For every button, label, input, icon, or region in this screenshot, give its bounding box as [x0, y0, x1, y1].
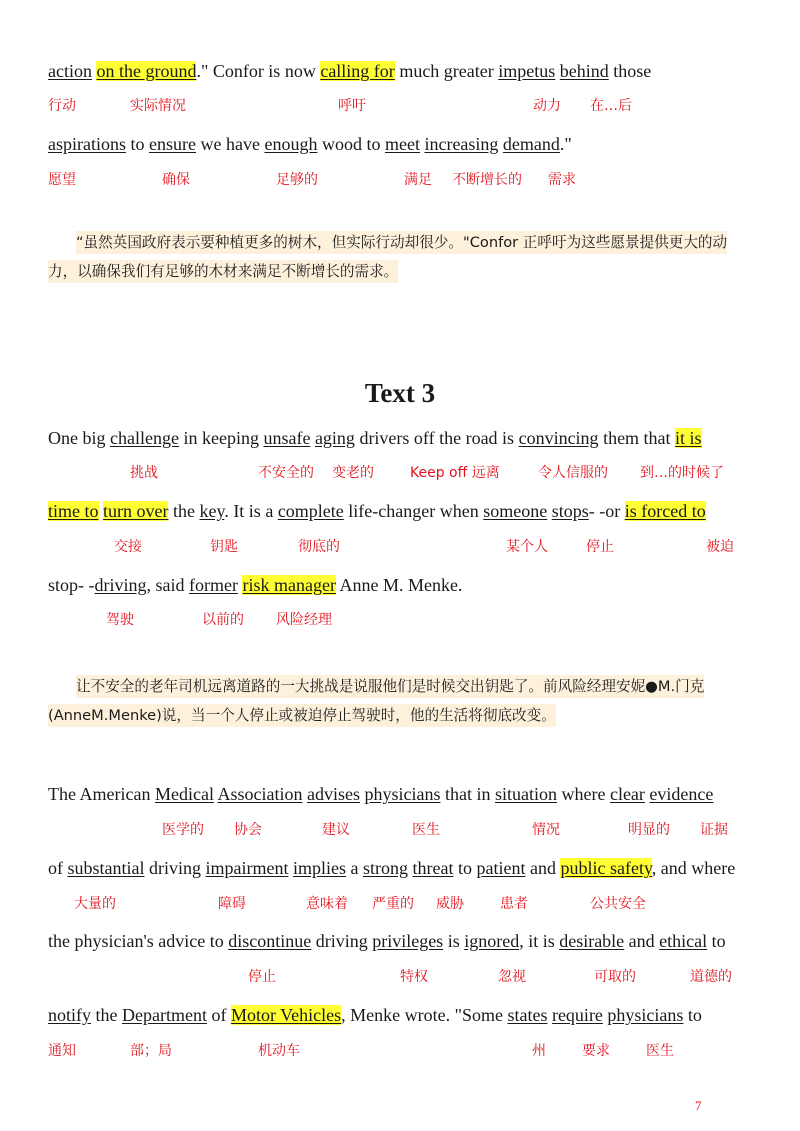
chinese-translation	[48, 672, 754, 730]
vocab-word: require	[551, 1005, 603, 1025]
text: stop- -	[48, 575, 95, 595]
vocab-phrase-highlighted: public safety	[560, 858, 652, 878]
gloss: 到…的时候了	[640, 465, 724, 481]
text: of	[48, 858, 68, 878]
vocab-word: Medical	[154, 784, 214, 804]
gloss: 可取的	[594, 969, 636, 985]
vocab-word: discontinue	[228, 931, 312, 951]
text: ." Confor is now	[196, 61, 321, 81]
gloss: 交接	[114, 539, 142, 555]
text: , and where	[651, 858, 736, 878]
text: the	[168, 501, 200, 521]
page-number: 7	[695, 1098, 702, 1113]
vocab-word: driving	[94, 575, 147, 595]
text: is	[443, 931, 465, 951]
text: wood to	[317, 134, 385, 154]
vocab-word: aging	[314, 428, 355, 448]
translation-text: “虽然英国政府表示要种植更多的树木，但实际行动却很少。"Confor 正呼吁为这些愿景提供更大的动力，以确保我们有足够的木材来满足不断增长的需求。	[48, 231, 727, 283]
text: , said	[146, 575, 189, 595]
gloss: 驾驶	[106, 612, 134, 628]
gloss: 通知	[48, 1043, 76, 1059]
gloss: 呼吁	[338, 98, 366, 114]
vocab-word: privileges	[372, 931, 444, 951]
vocab-word: ignored	[464, 931, 520, 951]
vocab-word: strong	[362, 858, 408, 878]
text: in keeping	[178, 428, 264, 448]
gloss: 要求	[582, 1043, 610, 1059]
gloss: 需求	[548, 172, 576, 188]
english-line	[48, 574, 462, 596]
text: to	[453, 858, 477, 878]
vocab-word: behind	[559, 61, 609, 81]
text: and	[624, 931, 660, 951]
text: Anne M. Menke.	[335, 575, 463, 595]
vocab-word: notify	[48, 1005, 91, 1025]
translation-text: 让不安全的老年司机远离道路的一大挑战是说服他们是时候交出钥匙了。前风险经理安妮●M.门克(AnneM.Menke)说，当一个人停止或被迫停止驾驶时，他的生活将彻底改变。	[48, 675, 704, 727]
gloss: 证据	[700, 822, 728, 838]
gloss: 医生	[646, 1043, 674, 1059]
vocab-word: implies	[292, 858, 346, 878]
vocab-word: desirable	[559, 931, 625, 951]
gloss: 钥匙	[210, 539, 238, 555]
gloss: 建议	[322, 822, 350, 838]
vocab-word: unsafe	[263, 428, 311, 448]
gloss: 实际情况	[130, 98, 186, 114]
vocab-word: Association	[217, 784, 303, 804]
gloss: 动力	[533, 98, 561, 114]
vocab-word: situation	[494, 784, 557, 804]
vocab-word: Department	[122, 1005, 207, 1025]
text: drivers off the road is	[354, 428, 519, 448]
gloss: 忽视	[498, 969, 526, 985]
gloss: 挑战	[130, 465, 158, 481]
vocab-word: action	[48, 61, 92, 81]
chinese-translation	[48, 228, 754, 286]
english-line	[48, 133, 572, 155]
gloss: 障碍	[218, 896, 246, 912]
gloss: 被迫	[706, 539, 734, 555]
vocab-word: ethical	[659, 931, 708, 951]
vocab-word: aspirations	[48, 134, 126, 154]
gloss: 部；局	[130, 1043, 172, 1059]
gloss: 患者	[500, 896, 528, 912]
gloss: 愿望	[48, 172, 76, 188]
vocab-word: convincing	[518, 428, 599, 448]
gloss: 情况	[532, 822, 560, 838]
text: to	[683, 1005, 702, 1025]
text: to	[707, 931, 726, 951]
gloss: 大量的	[74, 896, 116, 912]
vocab-word: advises	[306, 784, 360, 804]
text: where	[556, 784, 610, 804]
vocab-word: key	[199, 501, 225, 521]
text: a	[345, 858, 363, 878]
text: , it is	[519, 931, 560, 951]
english-line	[48, 427, 702, 449]
vocab-word: impairment	[205, 858, 289, 878]
text: the physician's advice to	[48, 931, 229, 951]
vocab-word: ensure	[149, 134, 196, 154]
vocab-word: increasing	[424, 134, 499, 154]
text: driving	[144, 858, 206, 878]
text: . It is a	[224, 501, 278, 521]
vocab-phrase-highlighted: on the ground	[96, 61, 197, 81]
vocab-word: clear	[609, 784, 645, 804]
gloss: 彻底的	[298, 539, 340, 555]
gloss: Keep off 远离	[410, 465, 500, 481]
vocab-word: states	[507, 1005, 548, 1025]
section-heading: Text 3	[364, 378, 436, 408]
text: that in	[440, 784, 495, 804]
vocab-word: challenge	[110, 428, 179, 448]
gloss: 严重的	[372, 896, 414, 912]
gloss: 州	[532, 1043, 546, 1059]
vocab-word: stops	[551, 501, 589, 521]
text: of	[206, 1005, 231, 1025]
text: the	[91, 1005, 122, 1025]
english-line	[48, 783, 713, 805]
vocab-phrase-highlighted: it is	[675, 428, 702, 448]
vocab-word: patient	[476, 858, 526, 878]
text: life-changer when	[343, 501, 484, 521]
vocab-word: physicians	[607, 1005, 684, 1025]
vocab-phrase-highlighted: turn over	[103, 501, 169, 521]
gloss: 不断增长的	[452, 172, 522, 188]
gloss: 令人信服的	[538, 465, 608, 481]
text: much greater	[394, 61, 499, 81]
vocab-phrase-highlighted: is forced to	[624, 501, 706, 521]
vocab-phrase-highlighted: Motor Vehicles	[230, 1005, 342, 1025]
gloss: 确保	[162, 172, 190, 188]
vocab-word: enough	[264, 134, 318, 154]
vocab-word: impetus	[498, 61, 556, 81]
vocab-word: evidence	[649, 784, 714, 804]
vocab-word: complete	[277, 501, 344, 521]
text: - -or	[588, 501, 625, 521]
gloss: 道德的	[690, 969, 732, 985]
text: One big	[48, 428, 110, 448]
gloss: 停止	[586, 539, 614, 555]
gloss: 医学的	[162, 822, 204, 838]
vocab-word: someone	[483, 501, 548, 521]
text: to	[126, 134, 150, 154]
english-line	[48, 857, 735, 879]
vocab-word: demand	[502, 134, 560, 154]
gloss: 威胁	[436, 896, 464, 912]
english-line	[48, 1004, 702, 1026]
gloss: 足够的	[276, 172, 318, 188]
vocab-phrase-highlighted: calling for	[320, 61, 395, 81]
vocab-word: physicians	[364, 784, 441, 804]
vocab-word: meet	[384, 134, 420, 154]
gloss: 以前的	[202, 612, 244, 628]
gloss: 不安全的	[258, 465, 314, 481]
text: The American	[48, 784, 155, 804]
english-line	[48, 60, 651, 82]
vocab-phrase-highlighted: time to	[48, 501, 99, 521]
gloss: 机动车	[258, 1043, 300, 1059]
english-line	[48, 930, 726, 952]
vocab-phrase-highlighted: risk manager	[242, 575, 336, 595]
gloss: 协会	[234, 822, 262, 838]
text: , Menke wrote. "Some	[341, 1005, 508, 1025]
gloss: 意味着	[306, 896, 348, 912]
gloss: 满足	[404, 172, 432, 188]
text: driving	[311, 931, 373, 951]
text: those	[608, 61, 652, 81]
gloss: 某个人	[506, 539, 548, 555]
vocab-word: substantial	[67, 858, 145, 878]
gloss: 特权	[400, 969, 428, 985]
gloss: 公共安全	[590, 896, 646, 912]
gloss: 行动	[48, 98, 76, 114]
text: them that	[598, 428, 676, 448]
text: we have	[196, 134, 265, 154]
gloss: 风险经理	[276, 612, 332, 628]
gloss: 在…后	[590, 98, 632, 114]
text: ."	[559, 134, 572, 154]
gloss: 变老的	[332, 465, 374, 481]
gloss: 医生	[412, 822, 440, 838]
gloss: 明显的	[628, 822, 670, 838]
vocab-word: former	[189, 575, 238, 595]
text: and	[525, 858, 561, 878]
vocab-word: threat	[412, 858, 454, 878]
english-line	[48, 500, 706, 522]
gloss: 停止	[248, 969, 276, 985]
